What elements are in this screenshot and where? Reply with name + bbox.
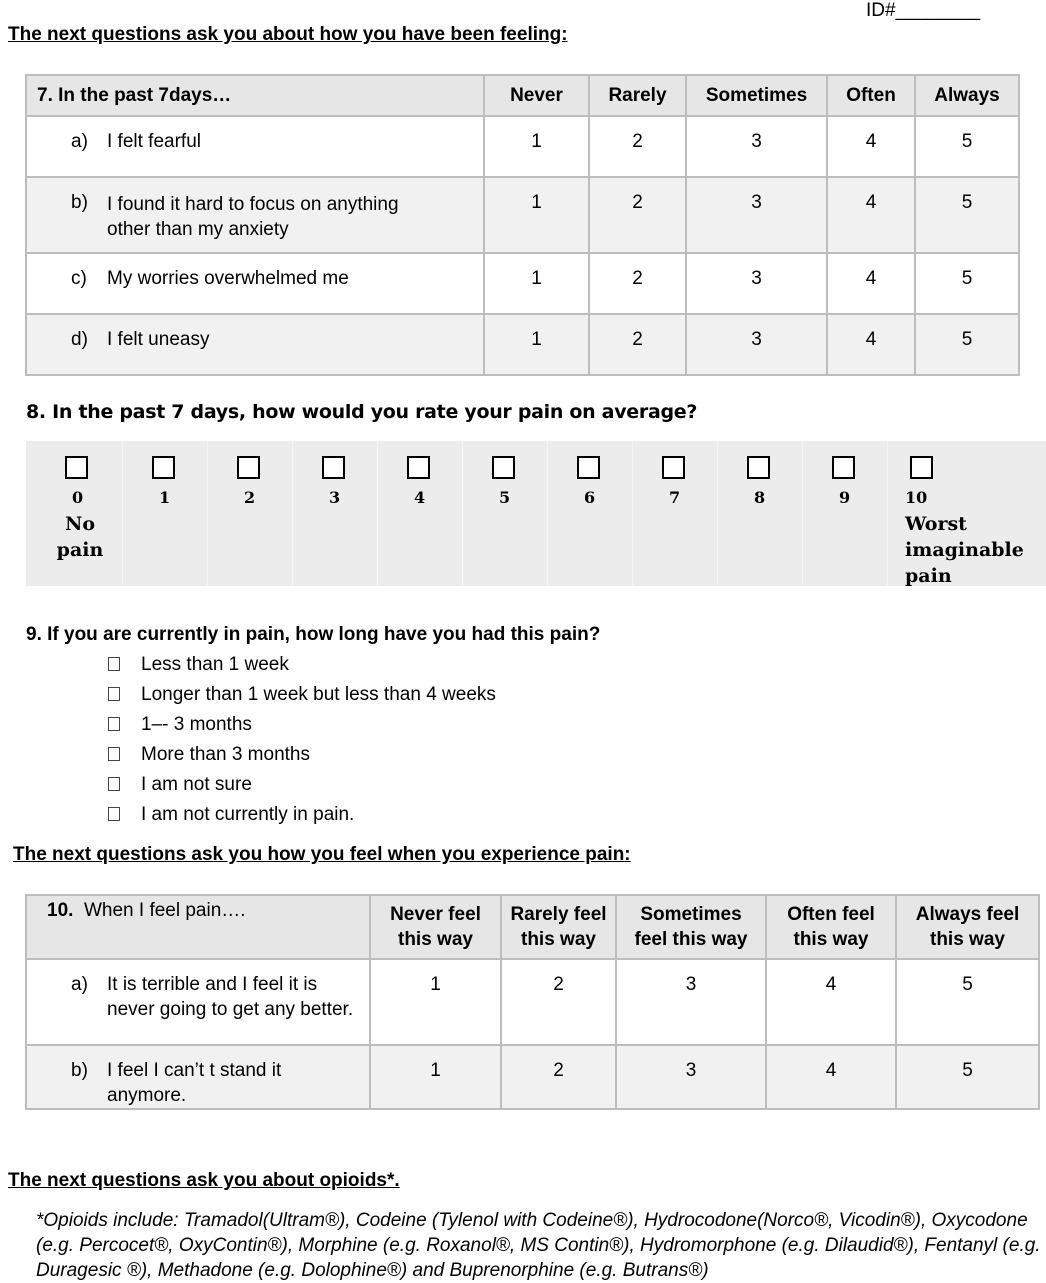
item-label: d) xyxy=(71,329,88,350)
pain-0-label: 0 xyxy=(72,488,84,507)
item-text: I feel I can’t t stand it anymore. xyxy=(107,1060,282,1106)
table-row xyxy=(26,1045,1039,1109)
q10-header-row xyxy=(26,895,1039,959)
rating-cell[interactable]: 5 xyxy=(915,116,1019,177)
table-row xyxy=(26,116,1019,177)
q10-item-a xyxy=(26,959,370,1045)
q7-item-c xyxy=(26,253,484,314)
item-text: It is terrible and I feel it is never going to get any better. xyxy=(107,974,354,1020)
q7-col-never: Never xyxy=(484,75,589,116)
pain-8-label: 8 xyxy=(754,488,766,507)
rating-cell[interactable]: 3 xyxy=(686,314,827,375)
checkbox-icon[interactable] xyxy=(108,657,120,671)
rating-cell[interactable]: 3 xyxy=(686,253,827,314)
rating-cell[interactable]: 1 xyxy=(370,1045,501,1109)
rating-cell[interactable]: 4 xyxy=(827,116,915,177)
low-anchor-label: No pain xyxy=(56,513,104,561)
q10-title xyxy=(26,895,370,959)
pain-2-checkbox[interactable] xyxy=(237,456,260,479)
table-row xyxy=(26,253,1019,314)
q9-option-5[interactable] xyxy=(108,774,252,796)
opioids-footnote: *Opioids include: Tramadol(Ultram®), Codeine (Tylenol with Codeine®), Hydrocodone(Norco®, Vicodin®), Oxycodone (e.g. Percocet®, OxyContin®), Morphine (e.g. Roxanol®, MS Contin®), Hydromorphone (e.g. Dilaudid®), Fentanyl (e.g. Duragesic ®), Methadone (e.g. Dolophine®) and Buprenorphine (e.g. Butrans®) xyxy=(36,1210,1041,1281)
rating-cell[interactable]: 2 xyxy=(501,959,616,1045)
q7-col-sometimes: Sometimes xyxy=(686,75,827,116)
rating-cell[interactable]: 4 xyxy=(827,253,915,314)
pain-0-checkbox[interactable] xyxy=(65,456,88,479)
rating-cell[interactable]: 4 xyxy=(827,314,915,375)
pain-9-checkbox[interactable] xyxy=(832,456,855,479)
option-label: More than 3 months xyxy=(141,744,310,765)
q7-col-often: Often xyxy=(827,75,915,116)
q9-option-1[interactable] xyxy=(108,654,289,676)
option-label: I am not currently in pain. xyxy=(141,804,355,825)
item-text: My worries overwhelmed me xyxy=(107,268,349,289)
rating-cell[interactable]: 3 xyxy=(616,1045,766,1109)
q10-col-rarely: Rarely feel this way xyxy=(501,895,616,959)
pain-6-label: 6 xyxy=(584,488,596,507)
pain-2-label: 2 xyxy=(244,488,256,507)
rating-cell[interactable]: 4 xyxy=(766,1045,896,1109)
rating-cell[interactable]: 1 xyxy=(484,116,589,177)
q9-option-2[interactable] xyxy=(108,684,496,706)
q10-title-text: When I feel pain…. xyxy=(83,900,246,921)
item-text: I felt uneasy xyxy=(107,329,210,350)
item-label: b) xyxy=(71,192,88,213)
pain-4-label: 4 xyxy=(414,488,426,507)
pain-7-label: 7 xyxy=(669,488,681,507)
item-text: I found it hard to focus on anything other than my anxiety xyxy=(107,194,399,240)
q7-col-always: Always xyxy=(915,75,1019,116)
option-label: 1–- 3 months xyxy=(141,714,252,735)
rating-cell[interactable]: 4 xyxy=(827,177,915,253)
option-label: Longer than 1 week but less than 4 weeks xyxy=(141,684,496,705)
rating-cell[interactable]: 1 xyxy=(484,253,589,314)
item-label: b) xyxy=(71,1060,88,1081)
q10-item-b xyxy=(26,1045,370,1109)
rating-cell[interactable]: 5 xyxy=(915,314,1019,375)
table-row xyxy=(26,314,1019,375)
item-label: c) xyxy=(71,268,87,289)
rating-cell[interactable]: 5 xyxy=(915,253,1019,314)
q7-item-a xyxy=(26,116,484,177)
pain-5-checkbox[interactable] xyxy=(492,456,515,479)
pain-5-label: 5 xyxy=(499,488,511,507)
rating-cell[interactable]: 1 xyxy=(484,314,589,375)
q9-option-3[interactable] xyxy=(108,714,252,736)
q7-title: 7. In the past 7days… xyxy=(26,75,484,116)
pain-4-checkbox[interactable] xyxy=(407,456,430,479)
q10-col-sometimes: Sometimes feel this way xyxy=(616,895,766,959)
checkbox-icon[interactable] xyxy=(108,687,120,701)
rating-cell[interactable]: 5 xyxy=(896,1045,1039,1109)
q9-title: 9. If you are currently in pain, how long have you had this pain? xyxy=(26,624,601,645)
rating-cell[interactable]: 3 xyxy=(686,177,827,253)
high-anchor-label: Worst imaginable pain xyxy=(905,513,1024,587)
q10-number: 10. xyxy=(47,900,74,921)
rating-cell[interactable]: 3 xyxy=(686,116,827,177)
rating-cell[interactable]: 2 xyxy=(589,177,686,253)
q7-col-rarely: Rarely xyxy=(589,75,686,116)
q9-option-4[interactable] xyxy=(108,744,310,766)
q7-item-d xyxy=(26,314,484,375)
pain-scale xyxy=(26,441,1046,586)
rating-cell[interactable]: 2 xyxy=(589,253,686,314)
item-label: a) xyxy=(71,974,88,995)
pain-1-checkbox[interactable] xyxy=(152,456,175,479)
q7-header-row xyxy=(26,75,1019,116)
q7-table xyxy=(25,74,1020,376)
pain-1-label: 1 xyxy=(159,488,171,507)
id-field[interactable]: ID#________ xyxy=(866,0,981,21)
rating-cell[interactable]: 3 xyxy=(616,959,766,1045)
rating-cell[interactable]: 1 xyxy=(484,177,589,253)
pain-7-checkbox[interactable] xyxy=(662,456,685,479)
item-text: I felt fearful xyxy=(107,131,201,152)
item-label: a) xyxy=(71,131,88,152)
q9-option-6[interactable] xyxy=(108,804,354,826)
q10-col-always: Always feel this way xyxy=(896,895,1039,959)
q10-table xyxy=(25,894,1040,1110)
rating-cell[interactable]: 2 xyxy=(501,1045,616,1109)
pain-3-label: 3 xyxy=(329,488,341,507)
checkbox-icon[interactable] xyxy=(108,807,120,821)
section-heading-opioids: The next questions ask you about opioids*. xyxy=(8,1170,400,1191)
rating-cell[interactable]: 5 xyxy=(896,959,1039,1045)
pain-10-checkbox[interactable] xyxy=(910,456,933,479)
checkbox-icon[interactable] xyxy=(108,717,120,731)
rating-cell[interactable]: 5 xyxy=(915,177,1019,253)
table-row xyxy=(26,959,1039,1045)
pain-10-label: 10 xyxy=(905,488,928,507)
pain-6-checkbox[interactable] xyxy=(577,456,600,479)
rating-cell[interactable]: 2 xyxy=(589,314,686,375)
pain-8-checkbox[interactable] xyxy=(747,456,770,479)
checkbox-icon[interactable] xyxy=(108,777,120,791)
section-heading-feeling: The next questions ask you about how you have been feeling: xyxy=(8,24,568,45)
q8-title: 8. In the past 7 days, how would you rate your pain on average? xyxy=(26,401,698,423)
pain-9-label: 9 xyxy=(839,488,851,507)
q10-col-often: Often feel this way xyxy=(766,895,896,959)
section-heading-pain: The next questions ask you how you feel when you experience pain: xyxy=(13,844,631,865)
rating-cell[interactable]: 1 xyxy=(370,959,501,1045)
q10-col-never: Never feel this way xyxy=(370,895,501,959)
rating-cell[interactable]: 4 xyxy=(766,959,896,1045)
checkbox-icon[interactable] xyxy=(108,747,120,761)
option-label: I am not sure xyxy=(141,774,252,795)
table-row xyxy=(26,177,1019,253)
option-label: Less than 1 week xyxy=(141,654,289,675)
pain-3-checkbox[interactable] xyxy=(322,456,345,479)
q7-item-b xyxy=(26,177,484,253)
rating-cell[interactable]: 2 xyxy=(589,116,686,177)
